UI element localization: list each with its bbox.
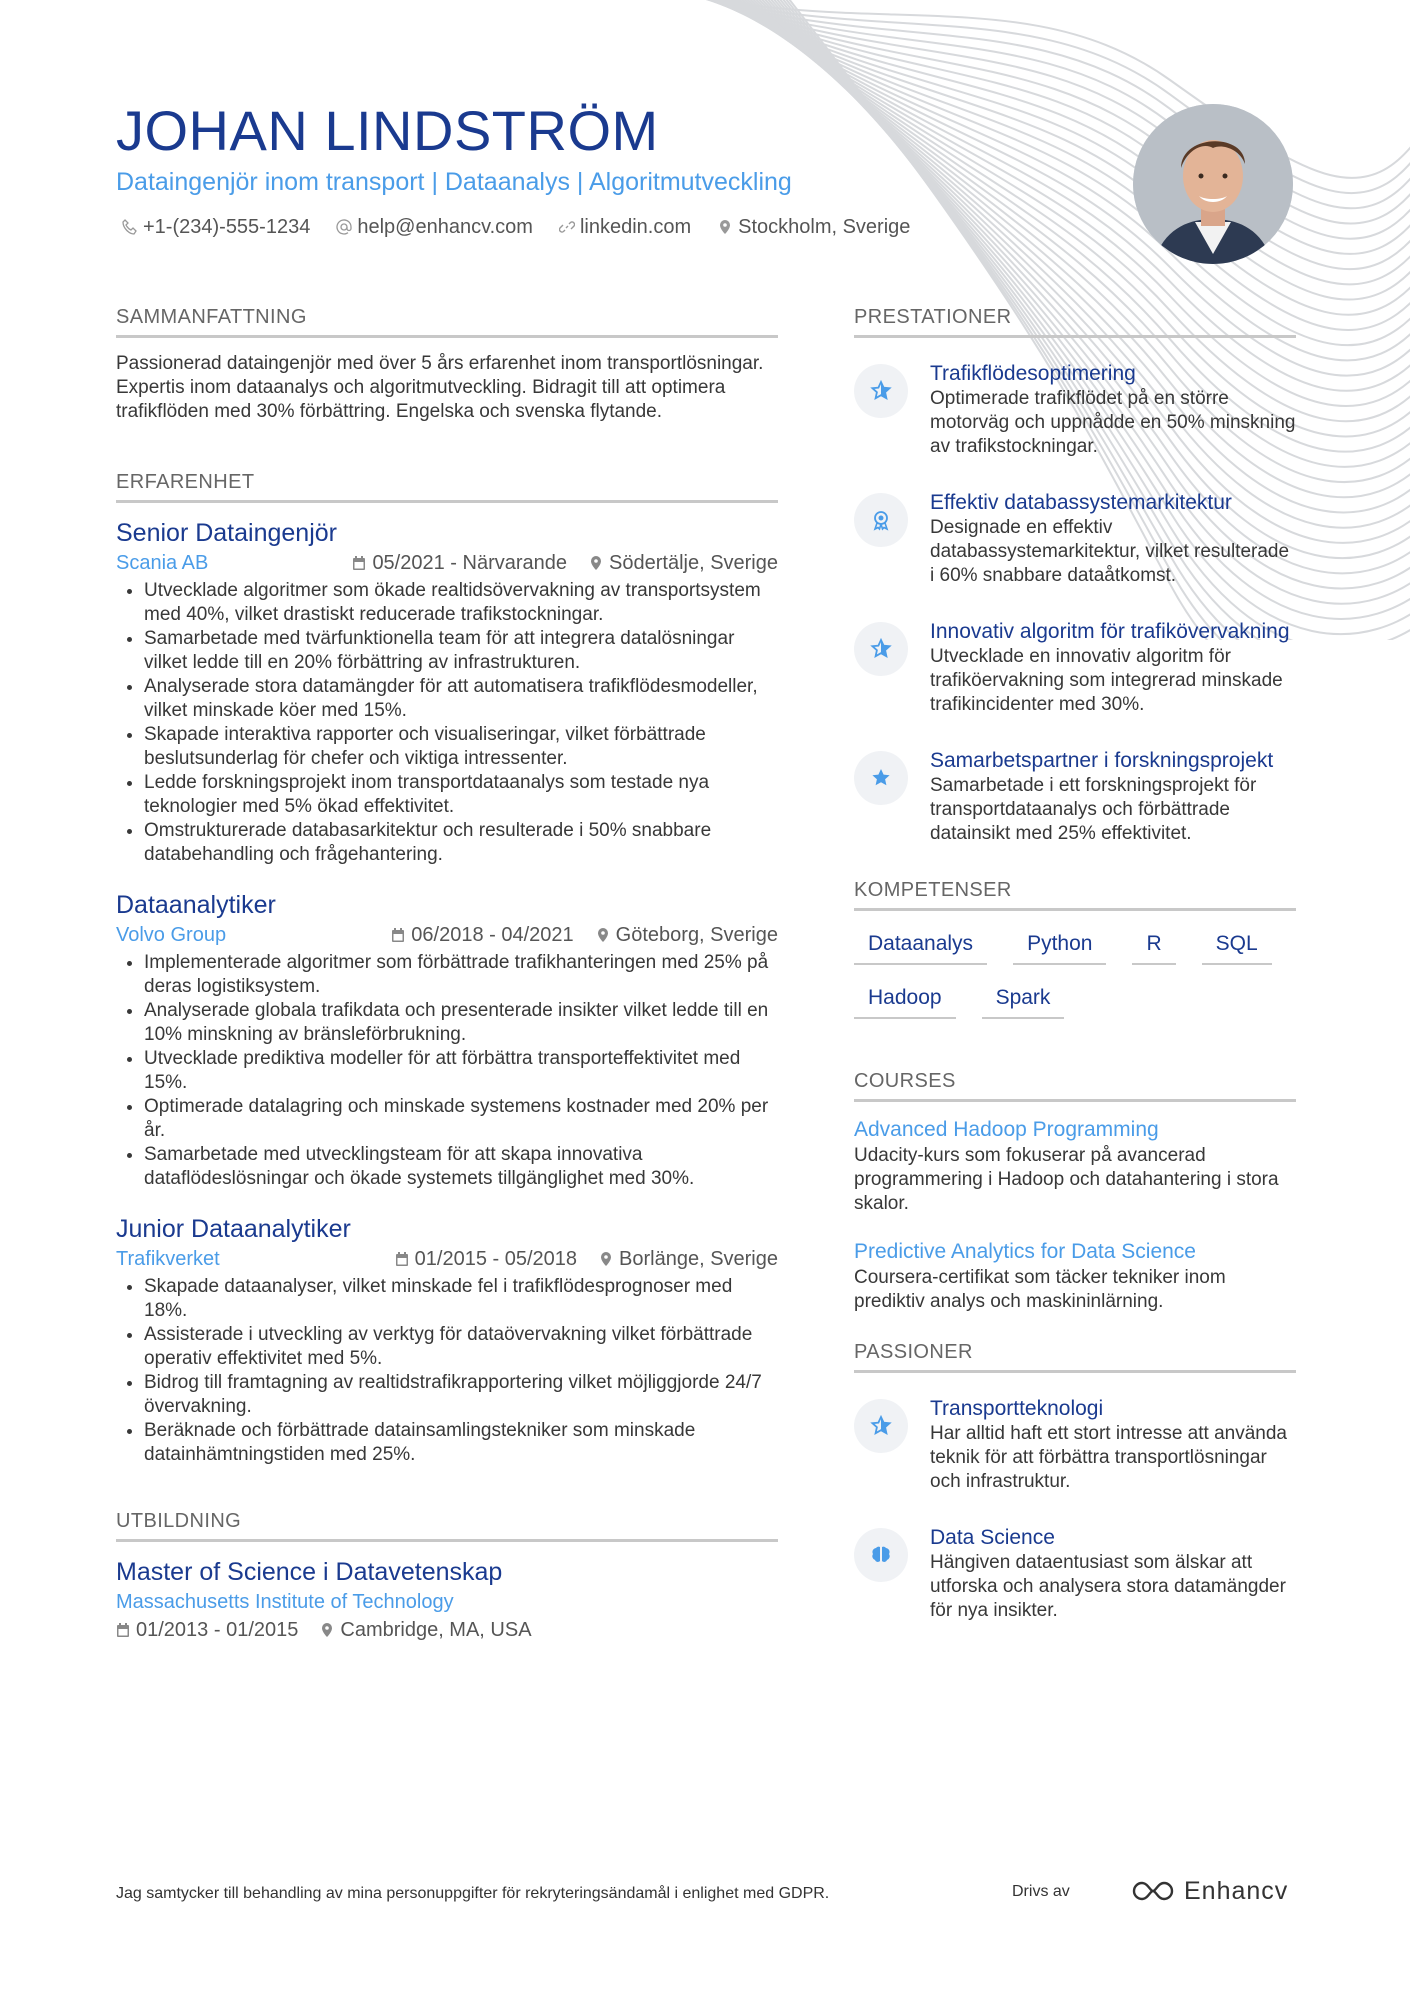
job-company: Scania AB bbox=[116, 552, 209, 574]
contact-linkedin[interactable] bbox=[559, 214, 691, 240]
star-outline-icon bbox=[854, 1399, 908, 1453]
achievement-item bbox=[854, 747, 1296, 846]
link-icon bbox=[559, 219, 575, 235]
summary-heading: SAMMANFATTNING bbox=[116, 303, 778, 338]
achievement-desc: Utvecklade en innovativ algoritm för trafiköervakning som integrerad minskade trafikincidenter med 30%. bbox=[930, 646, 1283, 715]
achievement-body bbox=[930, 747, 1296, 846]
achievement-desc: Optimerade trafikflödet på en större motorväg och uppnådde en 50% minskning av trafikstockningar. bbox=[930, 388, 1296, 457]
location-pin-icon bbox=[717, 219, 733, 235]
at-icon bbox=[336, 219, 352, 235]
course-item bbox=[854, 1116, 1296, 1216]
contact-info bbox=[122, 214, 910, 240]
contact-phone[interactable] bbox=[122, 214, 310, 240]
job-location bbox=[599, 1245, 778, 1273]
powered-by-label: Drivs av bbox=[1012, 1883, 1070, 1900]
passion-body bbox=[930, 1395, 1296, 1494]
skills-heading: KOMPETENSER bbox=[854, 876, 1296, 911]
course-title: Predictive Analytics for Data Science bbox=[854, 1240, 1196, 1263]
passion-desc: Hängiven dataentusiast som älskar att utforska och analysera stora datamängder för nya insikter. bbox=[930, 1552, 1286, 1621]
job-dates-text: 06/2018 - 04/2021 bbox=[411, 924, 574, 946]
location-pin-icon bbox=[599, 1251, 613, 1267]
job-meta-right bbox=[352, 549, 778, 577]
experience-heading: ERFARENHET bbox=[116, 468, 778, 503]
job-company: Trafikverket bbox=[116, 1248, 220, 1270]
calendar-icon bbox=[352, 555, 366, 571]
passion-body bbox=[930, 1524, 1296, 1623]
school-name: Massachusetts Institute of Technology bbox=[116, 1591, 454, 1613]
calendar-icon bbox=[391, 927, 405, 943]
jobs-list bbox=[116, 517, 778, 1467]
job-bullet: • Omstrukturerade databasarkitektur och resulterade i 50% snabbare databehandling och frågehantering. bbox=[144, 819, 778, 867]
course-desc: Coursera-certifikat som täcker tekniker inom prediktiv analys och maskininlärning. bbox=[854, 1267, 1226, 1312]
job-bullet: • Implementerade algoritmer som förbättrade trafikhanteringen med 25% på deras logistiksystem. bbox=[144, 951, 778, 999]
skill-tag: Dataanalys bbox=[854, 929, 987, 965]
course-item bbox=[854, 1238, 1296, 1314]
email-text: help@enhancv.com bbox=[357, 216, 533, 238]
job-location bbox=[596, 921, 778, 949]
location-pin-icon bbox=[596, 927, 610, 943]
job-bullet: • Analyserade globala trafikdata och presenterade insikter vilket ledde till en 10% minskning av bränsleförbrukning. bbox=[144, 999, 778, 1047]
summary-text: Passionerad dataingenjör med över 5 års erfarenhet inom transportlösningar. Expertis inom dataanalys och algoritmutveckling. Bidragit till att optimera trafikflöden med 30% förbättring. Engelska och svenska flytande. bbox=[116, 353, 764, 422]
achievement-desc: Samarbetade i ett forskningsprojekt för transportdataanalys och förbättrade datainsikt med 25% effektivitet. bbox=[930, 775, 1257, 844]
job-location-text: Södertälje, Sverige bbox=[609, 552, 778, 574]
passion-title: Data Science bbox=[930, 1526, 1055, 1549]
job-entry bbox=[116, 517, 778, 867]
education-heading: UTBILDNING bbox=[116, 1507, 778, 1542]
job-location-text: Borlänge, Sverige bbox=[619, 1248, 778, 1270]
achievement-body bbox=[930, 618, 1296, 717]
passion-item bbox=[854, 1524, 1296, 1623]
linkedin-text: linkedin.com bbox=[579, 216, 692, 238]
brand-name: Enhancv bbox=[1184, 1877, 1289, 1905]
brain-icon bbox=[854, 1528, 908, 1582]
job-role: Senior Dataingenjör bbox=[116, 519, 337, 547]
achievement-title: Effektiv databassystemarkitektur bbox=[930, 491, 1232, 514]
phone-icon bbox=[122, 219, 138, 235]
job-location bbox=[589, 549, 778, 577]
star-outline-icon bbox=[854, 364, 908, 418]
job-bullet: • Assisterade i utveckling av verktyg för dataövervakning vilket förbättrade operativ effektivitet med 5%. bbox=[144, 1323, 778, 1371]
skill-tag: Hadoop bbox=[854, 983, 956, 1019]
job-bullets bbox=[116, 951, 778, 1191]
left-column bbox=[116, 303, 778, 1644]
contact-email[interactable] bbox=[336, 214, 533, 240]
education-section bbox=[116, 1507, 778, 1644]
job-bullet: • Utvecklade prediktiva modeller för att förbättra transporteffektivitet med 15%. bbox=[144, 1047, 778, 1095]
phone-text: +1-(234)-555-1234 bbox=[143, 216, 311, 238]
achievement-title: Samarbetspartner i forskningsprojekt bbox=[930, 749, 1274, 772]
job-bullet: • Skapade interaktiva rapporter och visualiseringar, vilket förbättrade beslutsunderlag för chefer och viktiga intressenter. bbox=[144, 723, 778, 771]
job-role: Junior Dataanalytiker bbox=[116, 1215, 351, 1243]
courses-heading: COURSES bbox=[854, 1067, 1296, 1102]
job-meta bbox=[116, 549, 778, 577]
courses-list bbox=[854, 1116, 1296, 1314]
job-bullet: • Samarbetade med tvärfunktionella team för att integrera datalösningar vilket ledde till en 20% förbättring av infrastrukturen. bbox=[144, 627, 778, 675]
job-meta-right bbox=[395, 1245, 778, 1273]
job-location-text: Göteborg, Sverige bbox=[615, 924, 778, 946]
education-location bbox=[320, 1616, 531, 1644]
achievement-item bbox=[854, 618, 1296, 717]
passion-title: Transportteknologi bbox=[930, 1397, 1104, 1420]
skill-tag: Spark bbox=[982, 983, 1065, 1019]
job-dates-text: 05/2021 - Närvarande bbox=[372, 552, 568, 574]
skill-tag: Python bbox=[1013, 929, 1106, 965]
job-dates bbox=[395, 1245, 577, 1273]
job-bullet: • Skapade dataanalyser, vilket minskade fel i trafikflödesprognoser med 18%. bbox=[144, 1275, 778, 1323]
star-filled-icon bbox=[854, 751, 908, 805]
skills-section bbox=[854, 876, 1296, 1019]
experience-section bbox=[116, 468, 778, 1467]
right-column bbox=[854, 303, 1296, 1653]
achievement-body bbox=[930, 489, 1296, 588]
job-bullet: • Utvecklade algoritmer som ökade realtidsövervakning av transportsystem med 40%, vilket drastiskt reducerade trafikstockningar. bbox=[144, 579, 778, 627]
skills-list bbox=[854, 929, 1296, 1019]
skill-tag: SQL bbox=[1202, 929, 1272, 965]
job-bullet: • Analyserade stora datamängder för att automatisera trafikflödesmodeller, vilket minskade köer med 15%. bbox=[144, 675, 778, 723]
location-pin-icon bbox=[589, 555, 603, 571]
job-meta bbox=[116, 921, 778, 949]
degree-title: Master of Science i Datavetenskap bbox=[116, 1558, 503, 1586]
achievement-body bbox=[930, 360, 1296, 459]
achievements-list bbox=[854, 360, 1296, 846]
job-bullet: • Bidrog till framtagning av realtidstrafikrapportering vilket möjliggjorde 24/7 övervakning. bbox=[144, 1371, 778, 1419]
job-bullets bbox=[116, 1275, 778, 1467]
courses-section bbox=[854, 1067, 1296, 1314]
calendar-icon bbox=[395, 1251, 409, 1267]
passions-heading: PASSIONER bbox=[854, 1338, 1296, 1373]
calendar-icon bbox=[116, 1622, 130, 1638]
job-meta-right bbox=[391, 921, 778, 949]
achievement-item bbox=[854, 489, 1296, 588]
gdpr-consent: Jag samtycker till behandling av mina personuppgifter för rekryteringsändamål i enlighet med GDPR. bbox=[116, 1885, 830, 1902]
job-dates-text: 01/2015 - 05/2018 bbox=[414, 1248, 578, 1270]
job-bullet: • Optimerade datalagring och minskade systemens kostnader med 20% per år. bbox=[144, 1095, 778, 1143]
achievement-title: Innovativ algoritm för trafikövervakning bbox=[930, 620, 1290, 643]
skill-tag: R bbox=[1132, 929, 1175, 965]
job-entry bbox=[116, 889, 778, 1191]
achievement-item bbox=[854, 360, 1296, 459]
enhancv-logo[interactable] bbox=[1130, 1876, 1288, 1906]
candidate-subtitle: Dataingenjör inom transport | Dataanalys | Algoritmutveckling bbox=[116, 168, 792, 196]
location-pin-icon bbox=[320, 1622, 334, 1638]
contact-location bbox=[717, 214, 910, 240]
achievement-title: Trafikflödesoptimering bbox=[930, 362, 1136, 385]
job-dates bbox=[391, 921, 573, 949]
achievements-section bbox=[854, 303, 1296, 846]
job-meta bbox=[116, 1245, 778, 1273]
job-bullets bbox=[116, 579, 778, 867]
achievements-heading: PRESTATIONER bbox=[854, 303, 1296, 338]
achievement-desc: Designade en effektiv databassystemarkitektur, vilket resulterade i 60% snabbare dataåtkomst. bbox=[930, 517, 1290, 586]
education-location-text: Cambridge, MA, USA bbox=[340, 1619, 532, 1641]
location-text: Stockholm, Sverige bbox=[738, 216, 911, 238]
award-icon bbox=[854, 493, 908, 547]
job-bullet: • Ledde forskningsprojekt inom transportdataanalys som testade nya teknologier med 5% ökad effektivitet. bbox=[144, 771, 778, 819]
summary-section bbox=[116, 303, 778, 424]
education-meta bbox=[116, 1616, 778, 1644]
job-bullet: • Samarbetade med utvecklingsteam för att skapa innovativa dataflödeslösningar och ökade systemets tillgänglighet med 30%. bbox=[144, 1143, 778, 1191]
infinity-logo-icon bbox=[1130, 1879, 1176, 1903]
course-desc: Udacity-kurs som fokuserar på avancerad programmering i Hadoop och datahantering i stora skalor. bbox=[854, 1145, 1279, 1214]
course-title: Advanced Hadoop Programming bbox=[854, 1118, 1159, 1141]
passions-list bbox=[854, 1395, 1296, 1623]
job-dates bbox=[352, 549, 567, 577]
star-outline-icon bbox=[854, 622, 908, 676]
passion-desc: Har alltid haft ett stort intresse att använda teknik för att förbättra transportlösningar och infrastruktur. bbox=[930, 1423, 1287, 1492]
education-dates bbox=[116, 1616, 298, 1644]
passions-section bbox=[854, 1338, 1296, 1623]
profile-photo bbox=[1133, 104, 1293, 264]
education-dates-text: 01/2013 - 01/2015 bbox=[136, 1619, 299, 1641]
candidate-name: JOHAN LINDSTRÖM bbox=[116, 99, 659, 162]
job-company: Volvo Group bbox=[116, 924, 227, 946]
job-bullet: • Beräknade och förbättrade datainsamlingstekniker som minskade datainhämtningstiden med 25%. bbox=[144, 1419, 778, 1467]
job-role: Dataanalytiker bbox=[116, 891, 276, 919]
passion-item bbox=[854, 1395, 1296, 1494]
job-entry bbox=[116, 1213, 778, 1467]
